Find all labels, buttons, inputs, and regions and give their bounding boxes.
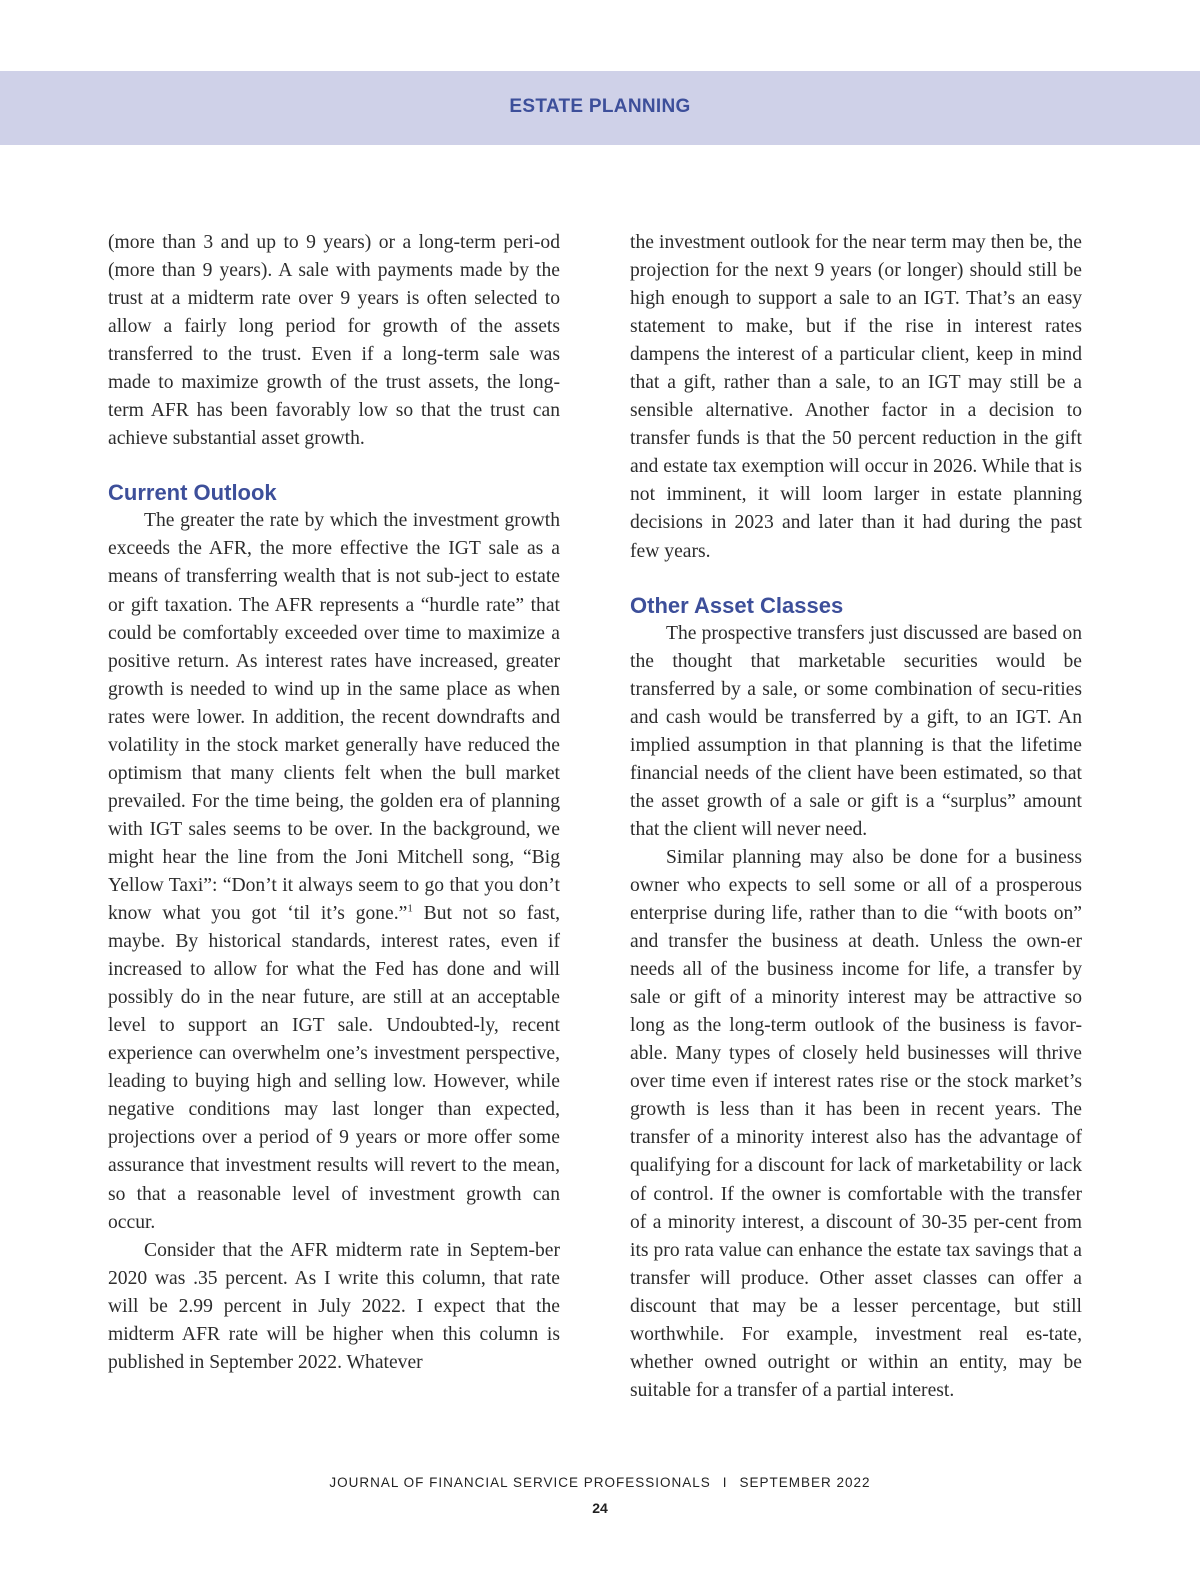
issue-date: SEPTEMBER 2022: [739, 1475, 871, 1490]
heading-other-asset-classes: Other Asset Classes: [630, 592, 844, 618]
right-paragraph-3: Similar planning may also be done for a business owner who expects to sell some or all of a prosperous enterprise during life, rather than to die “with boots on” and transfer the business at death. Unless the own-er needs all of the business income for life, a transfer by sale or gift of a minority interest may be attractive so long as the long-term outlook of the business is favor-able. Many types of closely held businesses will thrive over time even if interest rates rise or the stock market’s growth is less than it has been in recent years. The transfer of a minority interest also has the advantage of qualifying for a discount for lack of marketability or lack of control. If the owner is comfortable with the transfer of a minority interest, a discount of 30-35 per-cent from its pro rata value can enhance the estate tax savings that a transfer will produce. Other asset classes can offer a discount that may be a lesser percentage, but still worthwhile. For example, investment real es-tate, whether owned outright or within an entity, may be suitable for a transfer of a partial interest.: [630, 846, 1082, 1401]
page-number: 24: [592, 1500, 608, 1516]
right-paragraph-1: the investment outlook for the near term may then be, the projection for the next 9 years (or longer) should still be high enough to support a sale to an IGT. That’s an easy statement to make, but if the rise in interest rates dampens the interest of a particular client, keep in mind that a gift, rather than a sale, to an IGT may still be a sensible alternative. Another factor in a decision to transfer funds is that the 50 percent reduction in the gift and estate tax exemption will occur in 2026. While that is not imminent, it will loom larger in estate planning decisions in 2023 and later than it had during the past few years.: [630, 232, 1082, 562]
section-label: ESTATE PLANNING: [509, 96, 691, 117]
right-column: [630, 229, 1082, 1405]
left-paragraph-2: [108, 507, 560, 1236]
running-footer: [0, 1475, 1200, 1490]
right-paragraph-2: The prospective transfers just discussed are based on the thought that marketable securities would be transferred by a sale, or some combination of secu-rities and cash would be transferred by a gift, to an IGT. An implied assumption in that planning is that the lifetime financial needs of the client have been estimated, so that the asset growth of a sale or gift is a “surplus” amount that the client will never need.: [630, 622, 1082, 840]
footnote-reference[interactable]: 1: [407, 902, 413, 915]
paragraph-text: But not so fast, maybe. By historical standards, interest rates, even if increased to allow for what the Fed has done and will possibly do in the near future, are still at an acceptable level to support an IGT sale. Undoubted-ly, recent experience can overwhelm one’s investment perspective, leading to buying high and selling low. However, while negative conditions may last longer than expected, projections over a period of 9 years or more offer some assurance that investment results will revert to the mean, so that a reasonable level of investment growth can occur.: [108, 903, 560, 1233]
journal-name: JOURNAL OF FINANCIAL SERVICE PROFESSIONALS: [329, 1475, 711, 1490]
paragraph-text: The greater the rate by which the investment growth exceeds the AFR, the more effective the IGT sale as a means of transferring wealth that is not sub-ject to estate or gift taxation. The AFR represents a “hurdle rate” that could be comfortably exceeded over time to maximize a positive return. As interest rates have increased, greater growth is needed to wind up in the same place as when rates were lower. In addition, the recent downdrafts and volatility in the stock market generally have reduced the optimism that many clients felt when the bull market prevailed. For the time being, the golden era of planning with IGT sales seems to be over. In the background, we might hear the line from the Joni Mitchell song, “Big Yellow Taxi”: “Don’t it always seem to go that you don’t know what you got ‘til it’s gone.”: [108, 510, 560, 925]
footer-separator: I: [722, 1475, 728, 1490]
left-column: [108, 229, 560, 1377]
left-paragraph-1: (more than 3 and up to 9 years) or a long-term peri-od (more than 9 years). A sale with payments made by the trust at a midterm rate over 9 years is often selected to allow a fairly long period for growth of the assets transferred to the trust. Even if a long-term sale was made to maximize growth of the trust assets, the long-term AFR has been favorably low so that the trust can achieve substantial asset growth.: [108, 232, 560, 450]
left-paragraph-3: Consider that the AFR midterm rate in Septem-ber 2020 was .35 percent. As I write this column, that rate will be 2.99 percent in July 2022. I expect that the midterm AFR rate will be higher when this column is published in September 2022. Whatever: [108, 1239, 560, 1373]
heading-current-outlook: Current Outlook: [108, 480, 277, 506]
